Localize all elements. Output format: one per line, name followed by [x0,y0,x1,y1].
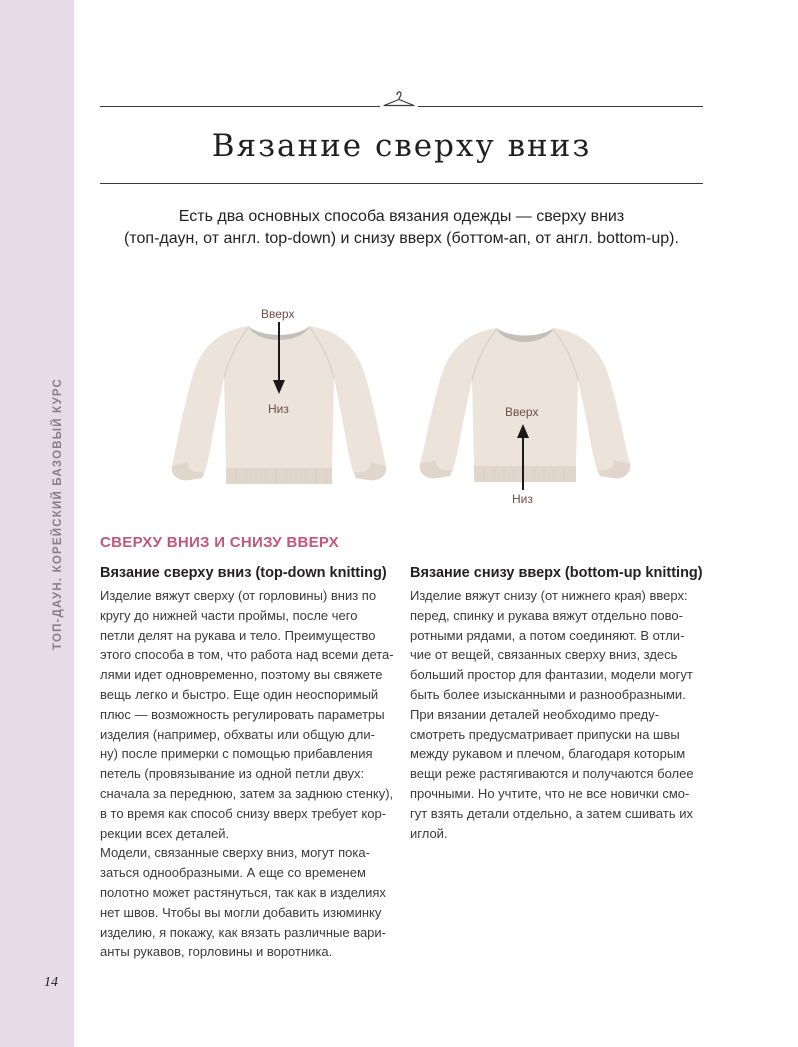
text-line: вещи реже растягиваются и получаются более [410,766,694,782]
column-body-bottom-up [410,586,694,843]
label-down-right: Низ [512,492,533,506]
text-line: лями идет одновременно, поэтому вы свяжете [100,667,383,683]
text-line: в то время как способ снизу вверх требует кор- [100,805,387,821]
text-line: быть более изысканными и разнообразными. [410,686,686,702]
hanger-icon [380,88,418,110]
label-down-left: Низ [268,402,289,416]
text-line: Изделие вяжут сверху (от горловины) вниз по [100,588,377,603]
text-line: перед, спинку и рукава вяжут отдельно пово- [410,607,683,623]
text-line: плюс — возможность регулировать параметры [100,706,385,722]
text-line: При вязании деталей необходимо преду- [410,706,660,722]
intro-line: (топ-даун, от англ. top-down) и снизу вверх (боттом-ап, от англ. bottom-up). [124,230,679,247]
text-line: чие от вещей, связанных сверху вниз, здесь [410,647,678,663]
text-line: изделию, я покажу, как вязать различные вари- [100,924,386,940]
label-up-right: Вверх [505,405,539,419]
page-number: 14 [44,975,58,990]
text-line: анты рукавов, горловины и воротника. [100,944,333,960]
text-line: ну) после примерки с помощью прибавления [100,746,373,762]
arrow-up-icon [514,424,532,490]
text-line: Модели, связанные сверху вниз, могут пока- [100,845,370,861]
text-line: Изделие вяжут снизу (от нижнего края) вверх: [410,588,688,603]
text-line: нет швов. Чтобы вы могли добавить изюминку [100,904,382,920]
text-line: изделия (например, обхваты или общую дли- [100,726,375,742]
text-line: между рукавом и плечом, благодаря которым [410,746,686,762]
intro-line: Есть два основных способа вязания одежды — сверху вниз [178,208,625,225]
text-line: вещь легко и быстро. Еще один неоспоримый [100,686,379,702]
column-body-top-down [100,586,394,962]
text-line: рекции всех деталей. [100,825,230,841]
text-line: полотно может растянуться, так как в изделиях [100,884,386,900]
column-heading-bottom-up: Вязание снизу вверх (bottom-up knitting) [410,565,703,581]
arrow-down-icon [270,322,288,394]
text-line: смотреть предусматривает припуски на швы [410,726,680,742]
text-line: гут взять детали отдельно, а затем сшивать их [410,805,693,821]
text-line: этого способа в том, что работа над всеми дета- [100,647,394,663]
title-underline [100,183,703,184]
section-heading: СВЕРХУ ВНИЗ И СНИЗУ ВВЕРХ [100,534,339,551]
sidebar-strip [0,0,74,1047]
text-line: петель (провязывание из одной петли двух: [100,766,365,782]
text-line: петли делят на рукава и тело. Преимущество [100,627,376,643]
text-line: прочными. Но учтите, что не все новички смо- [410,785,690,801]
text-line: больший простор для фантазии, модели могут [410,667,693,683]
column-heading-top-down: Вязание сверху вниз (top-down knitting) [100,565,387,581]
running-title: ТОП-ДАУН. КОРЕЙСКИЙ БАЗОВЫЙ КУРС [52,377,64,650]
text-line: кругу до нижней части проймы, после чего [100,607,358,623]
page-title: Вязание сверху вниз [211,128,592,164]
label-up-left: Вверх [261,307,295,321]
intro-paragraph [100,206,703,250]
text-line: ротными рядами, а потом соединяют. В отли- [410,627,685,643]
text-line: иглой. [410,825,448,841]
text-line: заться однообразными. А еще со временем [100,865,366,881]
text-line: сначала за переднюю, затем за заднюю стенку), [100,785,394,801]
